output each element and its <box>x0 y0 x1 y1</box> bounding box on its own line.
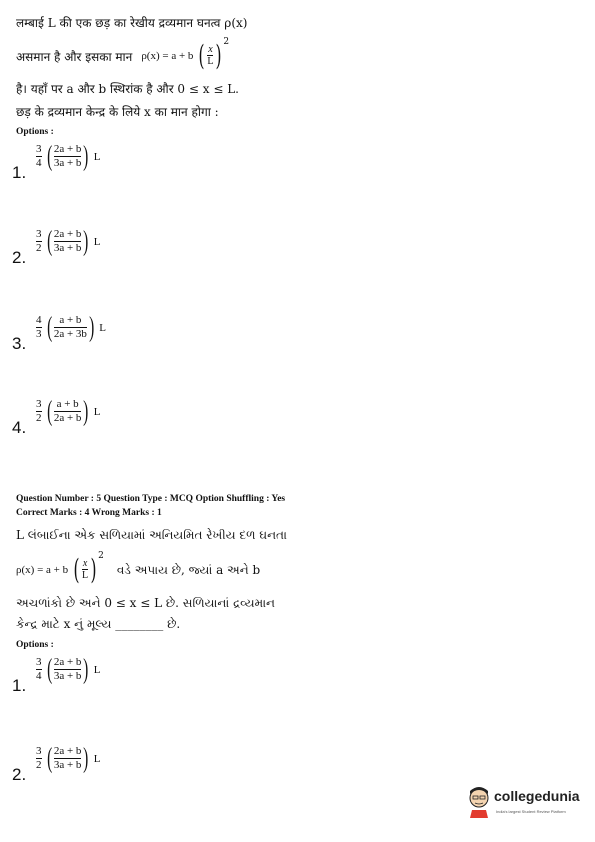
q5-line4: કેન્દ્ર માટે x નું મૂલ્ય ________ છે. <box>16 617 181 631</box>
q5-line2-text: વડે અપાય છે, જ્યાં a અને b <box>116 562 261 577</box>
q5-line3: અચળાંકો છે અને 0 ≤ x ≤ L છે. સળિયાનાં દ્રવ્યમાન <box>16 596 275 610</box>
q4-line2-text: असमान है और इसका मान <box>16 49 133 64</box>
q5-density-fraction: ( $\frac{x}{L}$ ) <box>73 553 97 586</box>
q4-line4: छड़ के द्रव्यमान केन्द्र के लिये x का मान होगा : <box>16 105 219 119</box>
logo-wordmark: collegedunia <box>494 788 580 804</box>
frac-num: x <box>208 43 213 55</box>
option-expression: $\frac{3}{2}$ ( $\frac{2a + b}{3a + b}$ ) L <box>36 743 101 774</box>
option-expression: $\frac{3}{2}$ ( $\frac{2a + b}{3a + b}$ ) L <box>36 226 101 257</box>
option-number: 3. <box>12 334 27 353</box>
option-expression: $\frac{3}{2}$ ( $\frac{a + b}{2a + b}$ ) L <box>36 396 101 427</box>
option-number: 4. <box>12 418 27 437</box>
option-number: 2. <box>12 765 27 784</box>
option-number: 1. <box>12 676 27 695</box>
frac-den: L <box>207 56 214 67</box>
q4-line2 <box>16 37 233 72</box>
option-expression: $\frac{3}{4}$ ( $\frac{2a + b}{3a + b}$ ) L <box>36 141 101 172</box>
exponent: 2 <box>223 37 230 47</box>
q4-options-label: Options : <box>16 127 54 137</box>
q4-line3: है। यहाँ पर a और b स्थिरांक है और 0 ≤ x ≤ L. <box>16 82 239 96</box>
collegedunia-logo <box>466 786 586 826</box>
q4-line1: लम्बाई L की एक छड़ का रेखीय द्रव्यमान घनत्व ρ(x) <box>16 16 248 30</box>
q5-header-line1: Question Number : 5 Question Type : MCQ Option Shuffling : Yes <box>16 494 286 504</box>
option-number: 1. <box>12 163 27 182</box>
q5-line1: L લંબાઈના એક સળિયામાં અનિયમિત રેખીય દળ ઘનતા <box>16 528 287 542</box>
option-expression: $\frac{4}{3}$ ( $\frac{a + b}{2a + 3b}$ ) L <box>36 312 106 343</box>
logo-tagline: India's largest Student Review Platform <box>496 809 566 814</box>
option-number: 2. <box>12 248 27 267</box>
q5-density-lhs: ρ(x) = a + b <box>16 564 69 576</box>
option-expression: $\frac{3}{4}$ ( $\frac{2a + b}{3a + b}$ ) L <box>36 654 101 685</box>
q4-density-lhs: ρ(x) = a + b <box>141 50 194 62</box>
q5-options-label: Options : <box>16 640 54 650</box>
logo-mascot-icon <box>466 786 492 818</box>
q4-density-fraction: ( $\frac{x}{L}$ ) <box>198 39 222 72</box>
q5-header-line2: Correct Marks : 4 Wrong Marks : 1 <box>16 508 162 518</box>
q5-line2: ρ(x) = a + b ( $\frac{x}{L}$ ) 2 વડે અપાય છે, જ્યાં a અને b <box>16 551 261 586</box>
